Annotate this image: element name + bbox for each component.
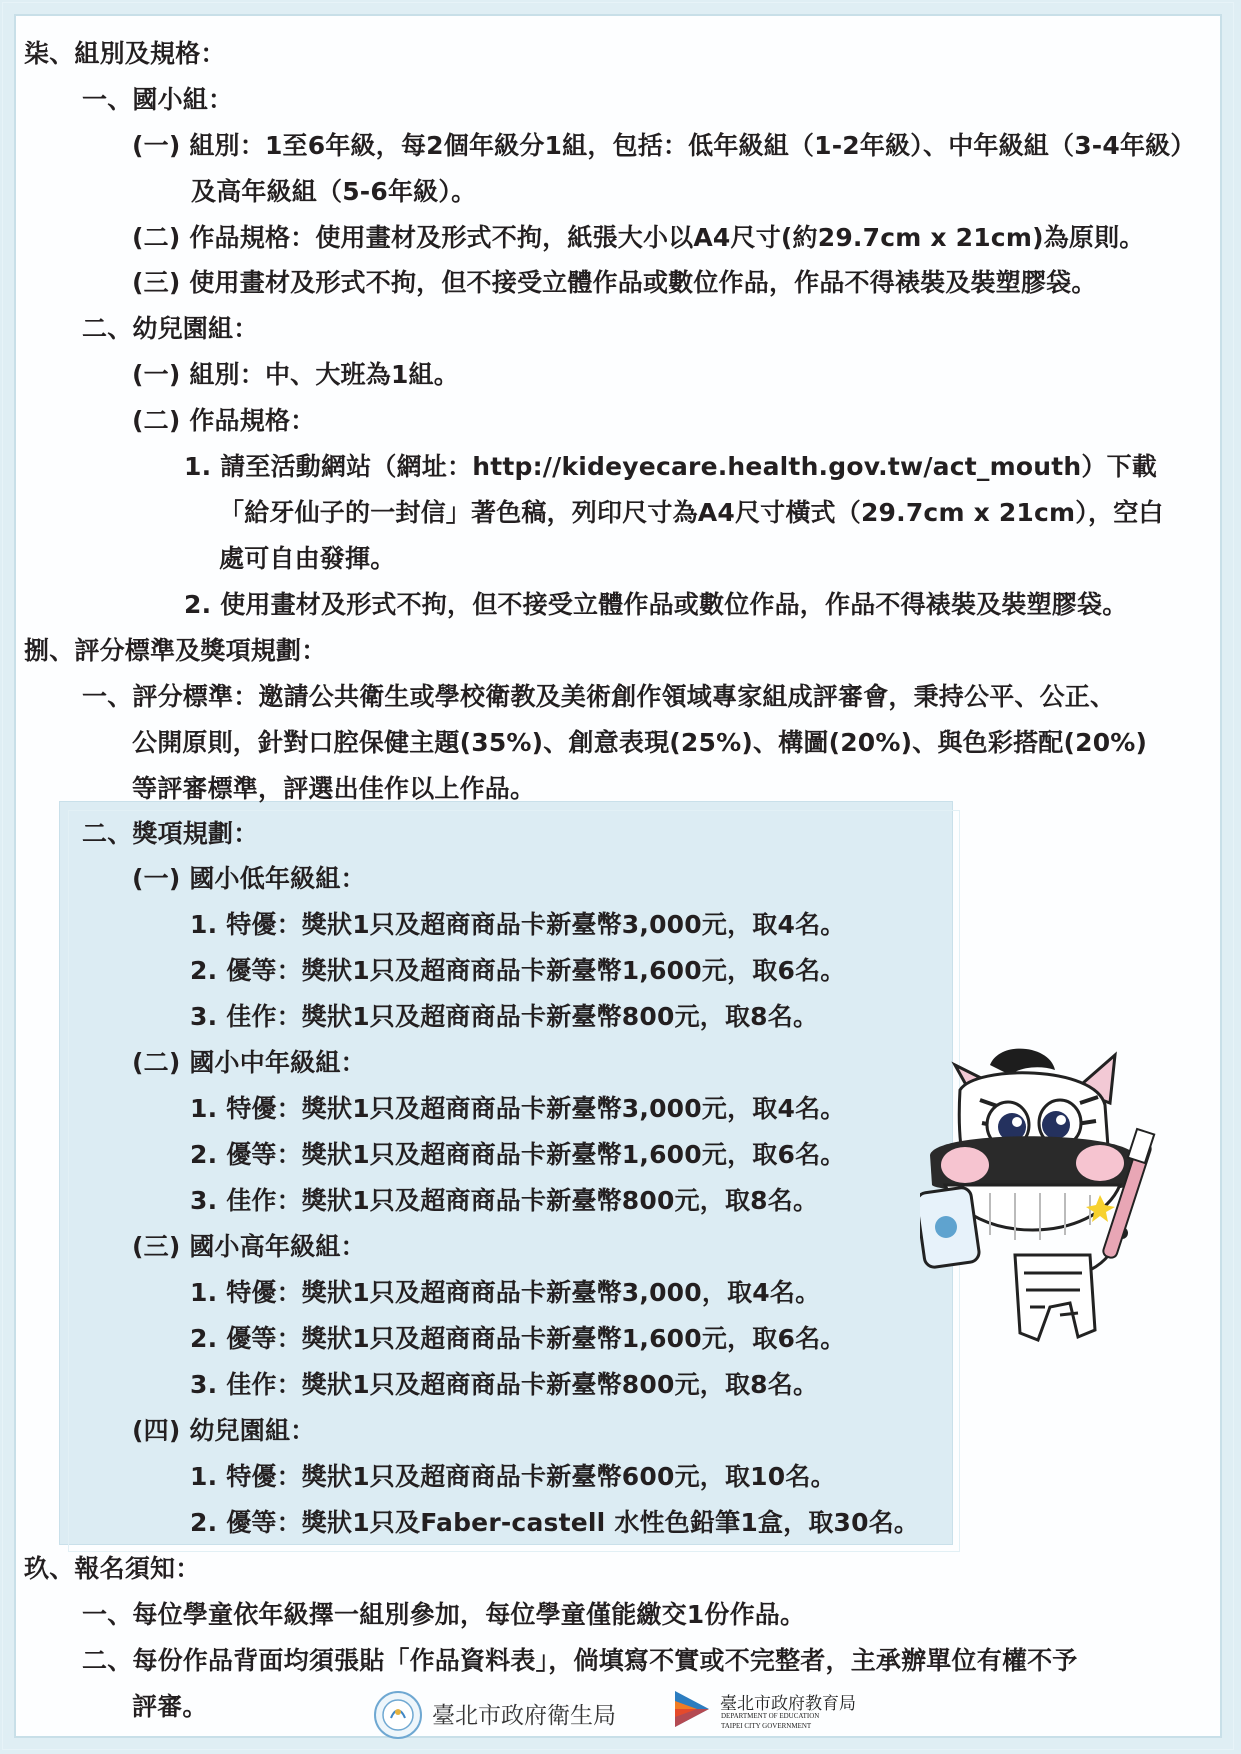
document-line: 二、獎項規劃： [82,819,259,848]
document-line: (三) 國小高年級組： [132,1232,366,1261]
document-line: (二) 國小中年級組： [132,1048,366,1077]
document-line: 捌、評分標準及獎項規劃： [24,636,327,665]
document-line: 公開原則，針對口腔保健主題(35%)、創意表現(25%)、構圖(20%)、與色彩搭配(20%) [132,728,1148,757]
document-line: 1. 特優：獎狀1只及超商商品卡新臺幣600元，取10名。 [190,1462,836,1491]
document-line: 1. 特優：獎狀1只及超商商品卡新臺幣3,000元，取4名。 [190,1094,846,1123]
education-department-en-line-2: TAIPEI CITY GOVERNMENT [721,1722,812,1730]
health-department-name: 臺北市政府衛生局 [432,1703,616,1729]
document-line: 一、評分標準：邀請公共衛生或學校衛教及美術創作領域專家組成評審會，秉持公平、公正、 [82,682,1116,711]
document-line: (一) 組別：1至6年級，每2個年級分1組，包括：低年級組（1-2年級）、中年級組（3-4年級） [132,131,1196,160]
education-department-logo-icon [671,1685,713,1733]
document-line: 等評審標準，評選出佳作以上作品。 [132,774,536,803]
document-line: (三) 使用畫材及形式不拘，但不接受立體作品或數位作品，作品不得裱裝及裝塑膠袋。 [132,268,1097,297]
document-line: 2. 優等：獎狀1只及超商商品卡新臺幣1,600元，取6名。 [190,1140,846,1169]
document-line: (四) 幼兒園組： [132,1416,316,1445]
document-line: (一) 國小低年級組： [132,864,366,893]
document-line: 2. 優等：獎狀1只及超商商品卡新臺幣1,600元，取6名。 [190,956,846,985]
document-line: (二) 作品規格： [132,406,316,435]
document-line: 二、每份作品背面均須張貼「作品資料表」，倘填寫不實或不完整者，主承辦單位有權不予 [82,1646,1078,1675]
document-line: 2. 使用畫材及形式不拘，但不接受立體作品或數位作品，作品不得裱裝及裝塑膠袋。 [184,590,1128,619]
document-line: 處可自由發揮。 [219,544,396,573]
document-line: 柒、組別及規格： [24,39,226,68]
document-line: 1. 特優：獎狀1只及超商商品卡新臺幣3,000元，取4名。 [190,910,846,939]
document-line: 1. 特優：獎狀1只及超商商品卡新臺幣3,000，取4名。 [190,1278,821,1307]
document-line: 2. 優等：獎狀1只及超商商品卡新臺幣1,600元，取6名。 [190,1324,846,1353]
document-line: 3. 佳作：獎狀1只及超商商品卡新臺幣800元，取8名。 [190,1370,819,1399]
education-department-name: 臺北市政府教育局 [720,1694,856,1714]
document-line: 2. 優等：獎狀1只及Faber-castell 水性色鉛筆1盒，取30名。 [190,1508,920,1537]
document-line: 1. 請至活動網站（網址：http://kideyecare.health.gov.tw/act_mouth）下載 [184,452,1157,481]
document-line: 評審。 [132,1692,208,1721]
document-line: 一、每位學童依年級擇一組別參加，每位學童僅能繳交1份作品。 [82,1600,806,1629]
document-line: 「給牙仙子的一封信」著色稿，列印尺寸為A4尺寸橫式（29.7cm x 21cm），空白 [219,498,1164,527]
document-line: (二) 作品規格：使用畫材及形式不拘，紙張大小以A4尺寸(約29.7cm x 21cm)為原則。 [132,223,1145,252]
document-line: 及高年級組（5-6年級）。 [191,177,477,206]
document-line: 二、幼兒園組： [82,314,259,343]
document-line: 一、國小組： [82,85,234,114]
document-line: (一) 組別：中、大班為1組。 [132,360,459,389]
zebra-mascot-image [920,1045,1180,1375]
document-line: 3. 佳作：獎狀1只及超商商品卡新臺幣800元，取8名。 [190,1002,819,1031]
education-department-en-line-1: DEPARTMENT OF EDUCATION [721,1712,820,1720]
document-line: 玖、報名須知： [24,1554,201,1583]
health-department-seal-icon [373,1690,423,1740]
document-line: 3. 佳作：獎狀1只及超商商品卡新臺幣800元，取8名。 [190,1186,819,1215]
